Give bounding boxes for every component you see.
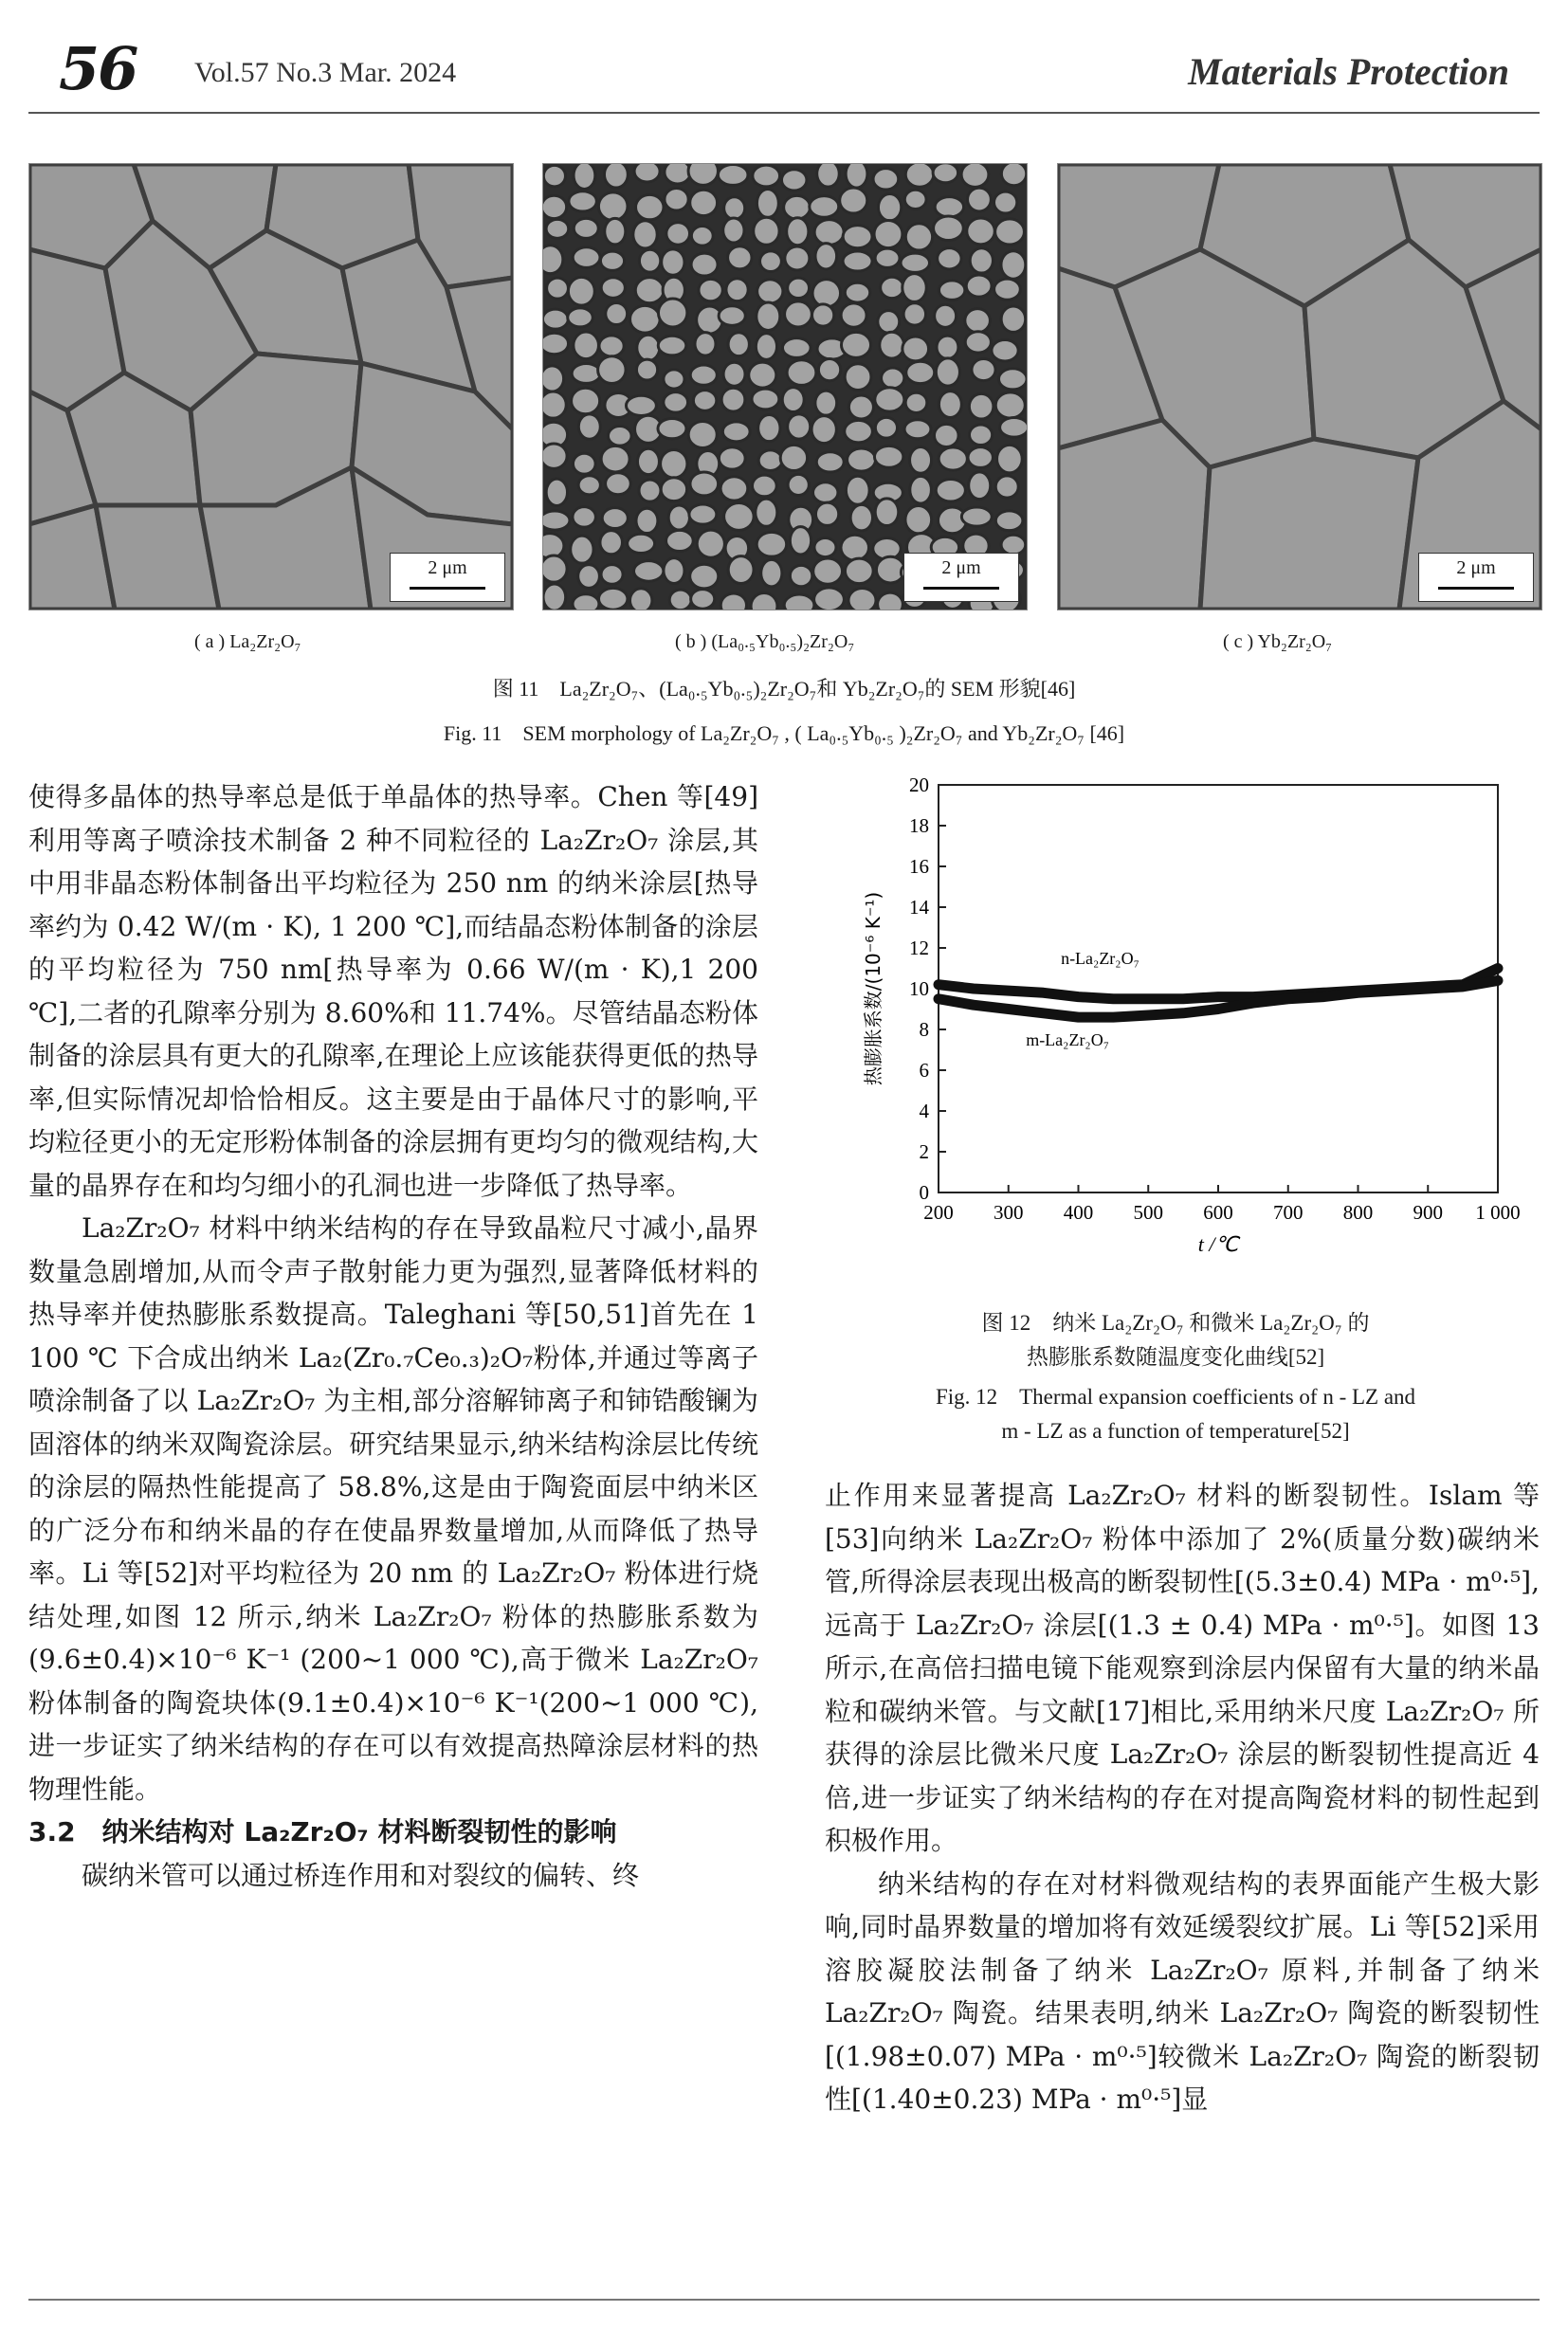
grain bbox=[636, 359, 657, 380]
grain bbox=[994, 279, 1021, 300]
y-tick-label: 16 bbox=[909, 855, 929, 878]
grain bbox=[574, 332, 599, 359]
grain bbox=[635, 278, 664, 303]
grain bbox=[723, 362, 745, 386]
grain bbox=[543, 309, 568, 329]
x-tick-label: 1 000 bbox=[1475, 1201, 1521, 1224]
grain bbox=[546, 219, 569, 238]
grain bbox=[785, 301, 812, 327]
grain bbox=[994, 191, 1016, 213]
grain bbox=[543, 195, 567, 218]
grain bbox=[606, 302, 628, 324]
x-tick-label: 500 bbox=[1133, 1201, 1163, 1224]
grain bbox=[903, 274, 926, 302]
grain bbox=[933, 164, 958, 183]
grain bbox=[691, 253, 718, 276]
y-tick-label: 20 bbox=[909, 774, 929, 796]
grain bbox=[785, 246, 810, 270]
grain bbox=[636, 194, 664, 219]
grain bbox=[572, 363, 600, 383]
grain bbox=[636, 508, 658, 533]
grain bbox=[573, 247, 600, 268]
grain bbox=[969, 425, 992, 445]
grain bbox=[658, 418, 686, 438]
grain bbox=[578, 565, 600, 589]
grain bbox=[606, 473, 631, 495]
grain bbox=[758, 450, 782, 471]
grain bbox=[810, 196, 839, 218]
grain bbox=[718, 164, 748, 185]
sem-micrograph-c bbox=[1058, 164, 1541, 610]
grain bbox=[787, 218, 809, 246]
grain bbox=[547, 278, 569, 299]
grain bbox=[605, 218, 626, 245]
grain bbox=[543, 444, 567, 468]
grain bbox=[758, 415, 780, 442]
grain bbox=[790, 527, 811, 555]
grain bbox=[723, 218, 744, 243]
grain bbox=[1001, 306, 1026, 332]
paragraph: 纳米结构的存在对材料微观结构的表界面能产生极大影响,同时晶界数量的增加将有效延缓裂纹扩展。Li 等[52]采用溶胶凝胶法制备了纳米 La₂Zr₂O₇ 原料,并制备了纳米 La₂Zr₂O₇ 陶瓷。结果表明,纳米 La₂Zr₂O₇ 陶瓷的断裂韧性[(1.98±0.07) MPa · m⁰·⁵]较微米 La₂Zr₂O₇ 陶瓷的断裂韧性[(1.40±0.23) MPa · m⁰·⁵]显 bbox=[825, 1867, 1540, 2115]
grain bbox=[754, 217, 779, 245]
scale-bar-line bbox=[923, 587, 999, 590]
grain bbox=[788, 414, 811, 439]
grain bbox=[905, 224, 932, 250]
journal-name: Materials Protection bbox=[1188, 50, 1509, 93]
grain bbox=[818, 359, 840, 381]
grain bbox=[728, 333, 749, 356]
grain bbox=[995, 392, 1025, 418]
sem-image-a bbox=[28, 163, 514, 610]
grain bbox=[639, 249, 660, 272]
grain bbox=[666, 223, 690, 246]
grain bbox=[878, 592, 903, 610]
scale-bar-a bbox=[390, 553, 505, 602]
x-axis-label: t /℃ bbox=[1197, 1232, 1239, 1256]
x-tick-label: 700 bbox=[1273, 1201, 1304, 1224]
grain bbox=[571, 536, 593, 563]
grain bbox=[878, 194, 901, 221]
grain bbox=[841, 535, 869, 560]
grain bbox=[815, 391, 837, 415]
figure12-caption-en-1: Fig. 12 Thermal expansion coefficients of n - LZ and bbox=[935, 1385, 1416, 1409]
grain bbox=[969, 472, 991, 500]
grain bbox=[814, 588, 845, 610]
figure12-caption-en-2: m - LZ as a function of temperature[52] bbox=[1001, 1419, 1350, 1443]
grain bbox=[574, 218, 598, 238]
grain bbox=[662, 249, 684, 275]
grain bbox=[841, 332, 870, 357]
grain bbox=[658, 299, 686, 327]
grain bbox=[689, 504, 717, 524]
grain bbox=[573, 453, 595, 474]
grain bbox=[568, 277, 594, 305]
grain bbox=[840, 188, 867, 213]
grain bbox=[690, 564, 719, 589]
grain bbox=[813, 482, 838, 503]
grain bbox=[961, 507, 992, 526]
volume-info: Vol.57 No.3 Mar. 2024 bbox=[194, 57, 457, 88]
grain bbox=[935, 197, 963, 217]
scale-bar-label: 2 μm bbox=[428, 557, 467, 578]
grain bbox=[814, 220, 844, 246]
grain bbox=[543, 366, 564, 391]
grain bbox=[784, 594, 814, 610]
grain bbox=[937, 336, 958, 358]
grain bbox=[905, 392, 927, 412]
grain bbox=[970, 248, 993, 273]
grain bbox=[784, 195, 811, 219]
left-column bbox=[28, 775, 758, 1897]
grain bbox=[845, 282, 869, 302]
figure12-caption-cn-2: 热膨胀系数随温度变化曲线[52] bbox=[1026, 1345, 1325, 1369]
grain bbox=[719, 447, 745, 469]
footer-rule bbox=[28, 2299, 1540, 2301]
sem-micrograph-b bbox=[543, 164, 1027, 610]
scale-bar-c bbox=[1418, 553, 1534, 602]
sem-micrograph-a bbox=[29, 164, 513, 610]
paragraph: La₂Zr₂O₇ 材料中纳米结构的存在导致晶粒尺寸减小,晶界数量急剧增加,从而令声子散射能力更为强烈,显著降低材料的热导率并使热膨胀系数提高。Taleghani 等[50,51]首先在 1 100 ℃ 下合成出纳米 La₂(Zr₀.₇Ce₀.₃)₂O₇粉体,并通过等离子喷涂制备了以 La₂Zr₂O₇ 为主相,部分溶解铈离子和铈锆酸镧为固溶体的纳米双陶瓷涂层。研究结果显示,纳米结构涂层比传统的涂层的隔热性能提高了 58.8%,这是由于陶瓷面层中纳米区的广泛分布和纳米晶的存在使晶界数量增加,从而降低了热导率。Li 等[52]对平均粒径为 20 nm 的 La₂Zr₂O₇ 粉体进行烧结处理,如图 12 所示,纳米 La₂Zr₂O₇ 粉体的热膨胀系数为(9.6±0.4)×10⁻⁶ K⁻¹ (200~1 000 ℃),高于微米 La₂Zr₂O₇ 粉体制备的陶瓷块体(9.1±0.4)×10⁻⁶ K⁻¹(200~1 000 ℃),进一步证实了纳米结构的存在可以有效提高热障涂层材料的热物理性能。 bbox=[28, 1212, 758, 1805]
grain bbox=[546, 479, 567, 505]
grain bbox=[628, 534, 655, 553]
grain bbox=[845, 364, 871, 391]
grain bbox=[664, 558, 684, 584]
grain bbox=[630, 305, 661, 333]
grain bbox=[997, 445, 1023, 472]
grain bbox=[901, 253, 930, 272]
grain bbox=[599, 336, 624, 356]
grain bbox=[780, 445, 807, 470]
grain bbox=[760, 251, 782, 272]
x-tick-label: 200 bbox=[923, 1201, 954, 1224]
grain bbox=[699, 279, 722, 300]
grain bbox=[573, 507, 595, 527]
grain bbox=[543, 555, 567, 582]
header-rule bbox=[28, 112, 1540, 114]
grain bbox=[543, 165, 565, 186]
grain bbox=[598, 192, 628, 221]
y-tick-label: 6 bbox=[919, 1059, 929, 1082]
grain bbox=[882, 368, 904, 389]
grain bbox=[790, 565, 811, 586]
figure11-caption-en: Fig. 11 SEM morphology of La₂Zr₂O₇ , ( La₀.₅Yb₀.₅ )₂Zr₂O₇ and Yb₂Zr₂O₇ [46] bbox=[443, 721, 1125, 745]
grain bbox=[690, 365, 717, 385]
grain bbox=[967, 218, 995, 245]
grain bbox=[756, 499, 777, 526]
scale-bar-label: 2 μm bbox=[941, 557, 981, 578]
y-axis-label: 热膨胀系数/(10⁻⁶ K⁻¹) bbox=[862, 891, 884, 1086]
grain bbox=[602, 508, 628, 529]
grain bbox=[626, 395, 656, 415]
grain bbox=[691, 226, 713, 246]
grain bbox=[690, 190, 718, 215]
grain bbox=[874, 446, 903, 467]
grain bbox=[813, 558, 843, 584]
grain bbox=[690, 472, 719, 496]
grain bbox=[904, 420, 931, 439]
grain bbox=[578, 476, 600, 495]
grain bbox=[688, 421, 717, 447]
grain bbox=[752, 475, 776, 497]
grain bbox=[934, 424, 958, 446]
grain bbox=[875, 388, 904, 411]
grain bbox=[752, 389, 779, 410]
grain bbox=[910, 446, 932, 473]
x-tick-label: 800 bbox=[1342, 1201, 1374, 1224]
grain bbox=[601, 446, 629, 472]
grain bbox=[880, 332, 904, 358]
grain bbox=[697, 530, 724, 557]
grain bbox=[719, 306, 745, 326]
grain bbox=[756, 334, 776, 360]
figure11-caption-cn: 图 11 La₂Zr₂O₇、(La₀.₅Yb₀.₅)₂Zr₂O₇和 Yb₂Zr₂O₇的 SEM 形貌[46] bbox=[492, 677, 1076, 701]
thermal-expansion-chart bbox=[825, 766, 1526, 1278]
grain bbox=[633, 221, 657, 248]
grain bbox=[724, 197, 745, 220]
grain bbox=[633, 561, 663, 582]
grain bbox=[664, 370, 684, 389]
grain bbox=[568, 308, 593, 327]
grain bbox=[1001, 164, 1026, 186]
grain bbox=[665, 188, 688, 210]
scale-bar-label: 2 μm bbox=[1456, 557, 1496, 578]
x-tick-label: 300 bbox=[994, 1201, 1024, 1224]
grain bbox=[600, 251, 624, 270]
grain bbox=[664, 392, 688, 412]
grain bbox=[843, 251, 872, 271]
series-label-1: m-La₂Zr₂O₇ bbox=[1026, 1030, 1109, 1050]
grain bbox=[637, 448, 659, 474]
right-column bbox=[825, 1474, 1540, 2121]
grain bbox=[903, 303, 925, 325]
x-tick-label: 400 bbox=[1063, 1201, 1094, 1224]
grain bbox=[634, 164, 660, 182]
grain bbox=[936, 479, 965, 501]
grain bbox=[661, 478, 686, 501]
subcaption-c: ( c ) Yb₂Zr₂O₇ bbox=[1223, 631, 1333, 652]
grain bbox=[543, 333, 569, 355]
grain bbox=[846, 476, 869, 504]
grain bbox=[961, 164, 989, 187]
grain bbox=[639, 480, 661, 501]
grain bbox=[936, 358, 959, 386]
grain bbox=[578, 414, 600, 439]
grain bbox=[939, 391, 961, 418]
grain bbox=[720, 593, 746, 610]
grain bbox=[573, 594, 599, 610]
grain bbox=[875, 417, 897, 438]
grain bbox=[904, 190, 926, 209]
grain bbox=[543, 511, 570, 530]
grain bbox=[845, 420, 873, 443]
figure12-caption-cn-1: 图 12 纳米 La₂Zr₂O₇ 和微米 La₂Zr₂O₇ 的 bbox=[981, 1311, 1370, 1335]
grain bbox=[668, 505, 689, 530]
grain bbox=[875, 248, 900, 267]
grain bbox=[637, 335, 660, 360]
grain bbox=[905, 164, 934, 187]
grain bbox=[728, 556, 754, 584]
grain bbox=[995, 219, 1025, 245]
grain bbox=[543, 391, 566, 418]
grain bbox=[814, 537, 836, 556]
grain bbox=[788, 278, 810, 298]
x-tick-label: 900 bbox=[1413, 1201, 1443, 1224]
y-tick-label: 2 bbox=[919, 1140, 929, 1163]
grain bbox=[751, 593, 777, 610]
page-number: 56 bbox=[59, 34, 137, 103]
series-label-0: n-La₂Zr₂O₇ bbox=[1061, 949, 1140, 969]
grain bbox=[757, 302, 780, 330]
paragraph: 碳纳米管可以通过桥连作用和对裂纹的偏转、终 bbox=[82, 1859, 640, 1891]
grain bbox=[695, 333, 716, 356]
scale-bar-b bbox=[903, 553, 1019, 602]
grain bbox=[721, 388, 745, 411]
grain bbox=[724, 503, 755, 531]
grain bbox=[658, 336, 686, 355]
grain bbox=[848, 588, 876, 610]
y-tick-label: 4 bbox=[919, 1100, 929, 1122]
grain bbox=[722, 422, 750, 442]
grain bbox=[788, 474, 809, 495]
grain bbox=[812, 280, 841, 307]
grain bbox=[728, 246, 752, 269]
y-tick-label: 10 bbox=[909, 977, 929, 1000]
grain bbox=[815, 502, 838, 525]
grain bbox=[666, 530, 694, 551]
grain bbox=[841, 303, 866, 327]
grain bbox=[846, 164, 867, 188]
grain bbox=[601, 278, 625, 299]
grain bbox=[968, 188, 992, 211]
grain bbox=[910, 476, 932, 503]
grain bbox=[629, 589, 651, 610]
grain bbox=[843, 226, 872, 248]
grain bbox=[878, 311, 900, 334]
grain bbox=[601, 565, 623, 585]
grain bbox=[992, 340, 1018, 361]
grain bbox=[848, 395, 873, 419]
grain bbox=[757, 280, 783, 303]
grain bbox=[543, 584, 566, 610]
grain bbox=[939, 447, 967, 470]
grain bbox=[939, 281, 964, 300]
grain bbox=[569, 191, 596, 211]
paragraph: 止作用来显著提高 La₂Zr₂O₇ 材料的断裂韧性。Islam 等[53]向纳米 La₂Zr₂O₇ 粉体中添加了 2%(质量分数)碳纳米管,所得涂层表现出极高的断裂韧性[(5.3±0.4) MPa · m⁰·⁵],远高于 La₂Zr₂O₇ 涂层[(1.3 ± 0.4) MPa · m⁰·⁵]。如图 13 所示,在高倍扫描电镜下能观察到涂层内保留有大量的纳米晶粒和碳纳米管。与文献[17]相比,采用纳米尺度 La₂Zr₂O₇ 所获得的涂层比微米尺度 La₂Zr₂O₇ 涂层的断裂韧性提高近 4 倍,进一步证实了纳米结构的存在对提高陶瓷材料的韧性起到积极作用。 bbox=[825, 1480, 1540, 1856]
grain bbox=[995, 511, 1023, 531]
grain bbox=[749, 362, 776, 388]
sem-image-c bbox=[1057, 163, 1542, 610]
grain bbox=[574, 164, 595, 189]
paragraph: 使得多晶体的热导率总是低于单晶体的热导率。Chen 等[49]利用等离子喷涂技术制备 2 种不同粒径的 La₂Zr₂O₇ 涂层,其中用非晶态粉体制备出平均粒径为 250 nm 的纳米涂层[热导率约为 0.42 W/(m · K), 1 200 ℃],而结晶态粉体制备的涂层的平均粒径为 750 nm[热导率为 0.66 W/(m · K),1 200 ℃],二者的孔隙率分别为 8.60%和 11.74%。尽管结晶态粉体制备的涂层具有更大的孔隙率,在理论上应该能获得更低的热导率,但实际情况却恰恰相反。这主要是由于晶体尺寸的影响,平均粒径更小的无定形粉体制备的涂层拥有更均匀的微观结构,大量的晶界存在和均匀细小的孔洞也进一步降低了热导率。 bbox=[28, 781, 758, 1201]
grain bbox=[599, 588, 628, 610]
grain bbox=[782, 388, 804, 412]
grain bbox=[935, 304, 957, 327]
x-tick-label: 600 bbox=[1203, 1201, 1233, 1224]
sem-image-b bbox=[542, 163, 1028, 610]
grain bbox=[965, 332, 991, 353]
grain bbox=[598, 356, 626, 384]
grain bbox=[873, 169, 899, 190]
grain bbox=[934, 216, 964, 241]
grain bbox=[817, 164, 840, 187]
grain bbox=[812, 304, 834, 326]
y-tick-label: 18 bbox=[909, 814, 929, 837]
grain bbox=[905, 506, 932, 534]
grain bbox=[811, 416, 836, 444]
subcaption-a: ( a ) La₂Zr₂O₇ bbox=[194, 631, 301, 652]
grain bbox=[1001, 251, 1026, 279]
grain bbox=[665, 164, 691, 184]
grain bbox=[906, 361, 935, 383]
grain bbox=[604, 164, 628, 188]
y-tick-label: 14 bbox=[909, 896, 929, 919]
grain bbox=[875, 499, 899, 526]
grain bbox=[608, 427, 631, 446]
grain bbox=[543, 246, 563, 274]
grain bbox=[757, 532, 787, 556]
grain bbox=[995, 476, 1018, 498]
grain bbox=[965, 309, 991, 333]
section-heading: 3.2 纳米结构对 La₂Zr₂O₇ 材料断裂韧性的影响 bbox=[28, 1816, 617, 1848]
grain bbox=[969, 393, 994, 419]
grain bbox=[968, 447, 993, 468]
grain bbox=[661, 449, 687, 478]
grain bbox=[572, 388, 600, 414]
grain bbox=[720, 477, 748, 501]
y-tick-label: 0 bbox=[919, 1181, 929, 1204]
grain bbox=[688, 164, 718, 185]
scale-bar-line bbox=[1438, 587, 1514, 590]
grain bbox=[848, 448, 876, 471]
grain bbox=[782, 338, 811, 358]
grain bbox=[787, 360, 816, 386]
subcaption-b: ( b ) (La₀.₅Yb₀.₅)₂Zr₂O₇ bbox=[675, 631, 855, 652]
grain bbox=[972, 358, 995, 380]
grain bbox=[753, 165, 780, 187]
grain bbox=[966, 275, 992, 297]
y-tick-label: 8 bbox=[919, 1018, 929, 1041]
grain bbox=[815, 244, 837, 269]
grain bbox=[881, 277, 903, 298]
grain bbox=[845, 558, 873, 584]
grain bbox=[998, 369, 1027, 390]
y-tick-label: 12 bbox=[909, 937, 929, 959]
scale-bar-line bbox=[410, 587, 485, 590]
grain bbox=[761, 559, 782, 587]
grain bbox=[938, 248, 961, 269]
grain bbox=[691, 590, 715, 610]
grain bbox=[816, 452, 844, 472]
grain bbox=[850, 504, 872, 531]
grain bbox=[600, 531, 623, 555]
grain bbox=[781, 170, 806, 191]
grain bbox=[903, 337, 929, 361]
grain bbox=[757, 189, 778, 217]
grain bbox=[1000, 417, 1027, 437]
grain bbox=[693, 391, 716, 411]
grain bbox=[874, 220, 903, 247]
grain bbox=[669, 590, 691, 610]
grain bbox=[726, 279, 748, 301]
grain bbox=[1001, 535, 1026, 555]
